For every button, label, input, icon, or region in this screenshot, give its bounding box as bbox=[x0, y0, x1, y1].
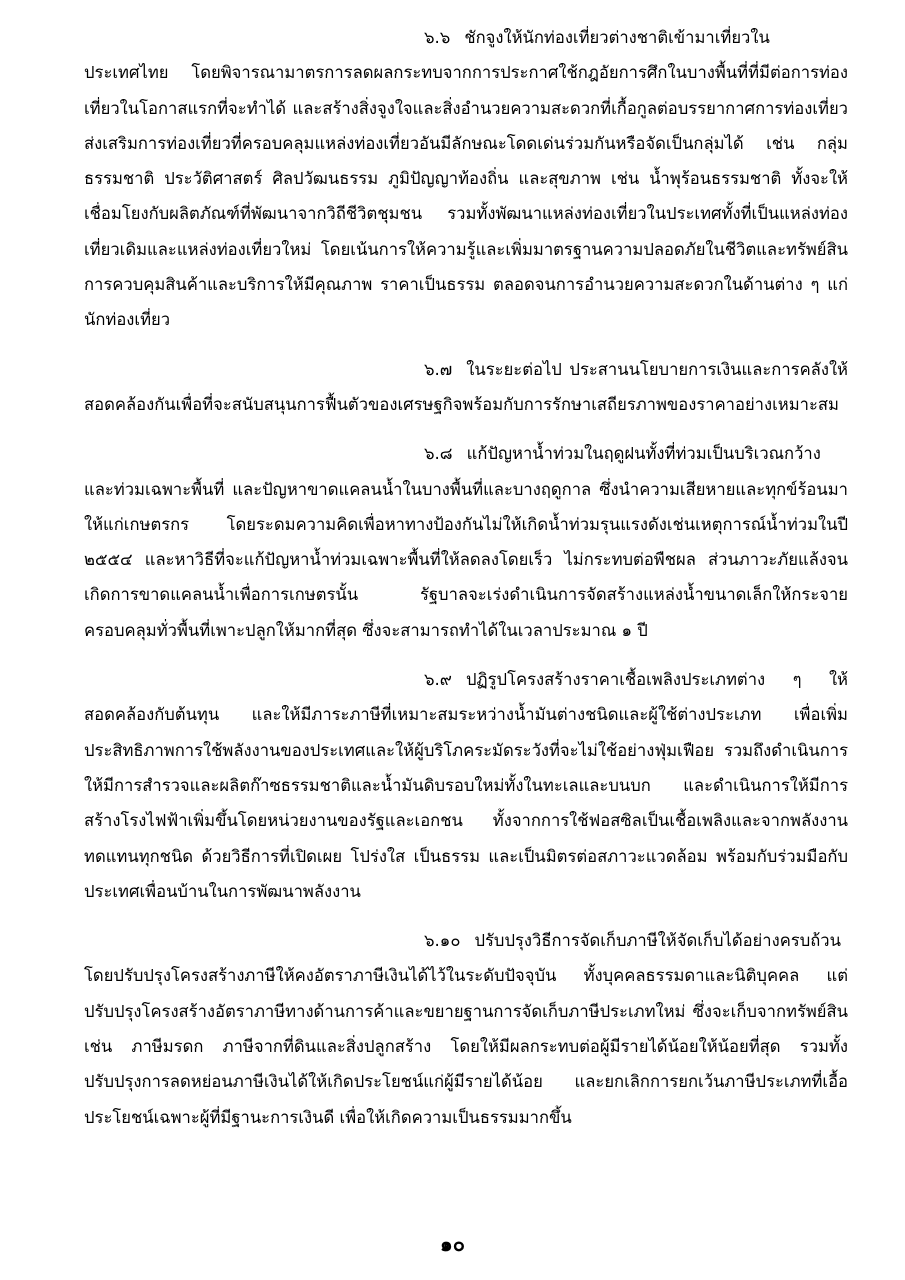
section-number: ๖.๖ bbox=[424, 28, 451, 47]
section-paragraph bbox=[84, 352, 848, 423]
section-text: ชักจูงให้นักท่องเที่ยวต่างชาติเข้ามาเที่ยวในประเทศไทย โดยพิจารณามาตรการลดผลกระทบจากการประกาศใช้กฎอัยการศึกในบางพื้นที่ที่มีต่อการท่องเที่ยวในโอกาสแรกที่จะทำได้ และสร้างสิ่งจูงใจและสิ่งอำนวยความสะดวกที่เกื้อกูลต่อบรรยากาศการท่องเที่ยว ส่งเสริมการท่องเที่ยวที่ครอบคลุมแหล่งท่องเที่ยวอันมีลักษณะโดดเด่นร่วมกันหรือจัดเป็นกลุ่มได้ เช่น กลุ่มธรรมชาติ ประวัติศาสตร์ ศิลปวัฒนธรรม ภูมิปัญญาท้องถิ่น และสุขภาพ เช่น น้ำพุร้อนธรรมชาติ ทั้งจะให้เชื่อมโยงกับผลิตภัณฑ์ที่พัฒนาจากวิถีชีวิตชุมชน รวมทั้งพัฒนาแหล่งท่องเที่ยวในประเทศทั้งที่เป็นแหล่งท่องเที่ยวเดิมและแหล่งท่องเที่ยวใหม่ โดยเน้นการให้ความรู้และเพิ่มมาตรฐานความปลอดภัยในชีวิตและทรัพย์สิน การควบคุมสินค้าและบริการให้มีคุณภาพ ราคาเป็นธรรม ตลอดจนการอำนวยความสะดวกในด้านต่าง ๆ แก่นักท่องเที่ยว bbox=[84, 28, 848, 330]
section-paragraph bbox=[84, 436, 848, 648]
section-number: ๖.๑๐ bbox=[424, 931, 461, 951]
section-number: ๖.๗ bbox=[424, 359, 453, 379]
section-text: ในระยะต่อไป ประสานนโยบายการเงินและการคลังให้สอดคล้องกันเพื่อที่จะสนับสนุนการฟื้นตัวของเศรษฐกิจพร้อมกับการรักษาเสถียรภาพของราคาอย่างเหมาะสม bbox=[84, 359, 848, 414]
section-text: ปรับปรุงวิธีการจัดเก็บภาษีให้จัดเก็บได้อย่างครบถ้วน โดยปรับปรุงโครงสร้างภาษีให้คงอัตราภาษีเงินได้ไว้ในระดับปัจจุบัน ทั้งบุคคลธรรมดาและนิติบุคคล แต่ปรับปรุงโครงสร้างอัตราภาษีทางด้านการค้าและขยายฐานการจัดเก็บภาษีประเภทใหม่ ซึ่งจะเก็บจากทรัพย์สิน เช่น ภาษีมรดก ภาษีจากที่ดินและสิ่งปลูกสร้าง โดยให้มีผลกระทบต่อผู้มีรายได้น้อยให้น้อยที่สุด รวมทั้งปรับปรุงการลดหย่อนภาษีเงินได้ให้เกิดประโยชน์แก่ผู้มีรายได้น้อย และยกเลิกการยกเว้นภาษีประเภทที่เอื้อประโยชน์เฉพาะผู้ที่มีฐานะการเงินดี เพื่อให้เกิดความเป็นธรรมมากขึ้น bbox=[84, 931, 848, 1127]
section-paragraph bbox=[84, 662, 848, 909]
policy-section-6-10 bbox=[84, 923, 848, 1135]
section-number: ๖.๙ bbox=[424, 670, 452, 690]
section-text: แก้ปัญหาน้ำท่วมในฤดูฝนทั้งที่ท่วมเป็นบริเวณกว้างและท่วมเฉพาะพื้นที่ และปัญหาขาดแคลนน้ำในบางพื้นที่และบางฤดูกาล ซึ่งนำความเสียหายและทุกข์ร้อนมาให้แก่เกษตรกร โดยระดมความคิดเพื่อหาทางป้องกันไม่ให้เกิดน้ำท่วมรุนแรงดังเช่นเหตุการณ์น้ำท่วมในปี ๒๕๕๔ และหาวิธีที่จะแก้ปัญหาน้ำท่วมเฉพาะพื้นที่ให้ลดลงโดยเร็ว ไม่กระทบต่อพืชผล ส่วนภาวะภัยแล้งจนเกิดการขาดแคลนน้ำเพื่อการเกษตรนั้น รัฐบาลจะเร่งดำเนินการจัดสร้างแหล่งน้ำขนาดเล็กให้กระจายครอบคลุมทั่วพื้นที่เพาะปลูกให้มากที่สุด ซึ่งจะสามารถทำได้ในเวลาประมาณ ๑ ปี bbox=[84, 444, 848, 640]
section-paragraph bbox=[84, 923, 848, 1135]
section-paragraph bbox=[84, 20, 848, 338]
page-number: ๑๐ bbox=[440, 1232, 465, 1256]
policy-section-6-6 bbox=[84, 20, 848, 338]
document-page bbox=[84, 20, 848, 1149]
section-number: ๖.๘ bbox=[424, 444, 453, 464]
section-text: ปฏิรูปโครงสร้างราคาเชื้อเพลิงประเภทต่าง ๆ ให้สอดคล้องกับต้นทุน และให้มีภาระภาษีที่เหมาะสมระหว่างน้ำมันต่างชนิดและผู้ใช้ต่างประเภท เพื่อเพิ่มประสิทธิภาพการใช้พลังงานของประเทศและให้ผู้บริโภคระมัดระวังที่จะไม่ใช้อย่างฟุ่มเฟือย รวมถึงดำเนินการให้มีการสำรวจและผลิตก๊าซธรรมชาติและน้ำมันดิบรอบใหม่ทั้งในทะเลและบนบก และดำเนินการให้มีการสร้างโรงไฟฟ้าเพิ่มขึ้นโดยหน่วยงานของรัฐและเอกชน ทั้งจากการใช้ฟอสซิลเป็นเชื้อเพลิงและจากพลังงานทดแทนทุกชนิด ด้วยวิธีการที่เปิดเผย โปร่งใส เป็นธรรม และเป็นมิตรต่อสภาวะแวดล้อม พร้อมกับร่วมมือกับประเทศเพื่อนบ้านในการพัฒนาพลังงาน bbox=[84, 670, 848, 901]
policy-section-6-7 bbox=[84, 352, 848, 423]
policy-section-6-9 bbox=[84, 662, 848, 909]
policy-section-6-8 bbox=[84, 436, 848, 648]
